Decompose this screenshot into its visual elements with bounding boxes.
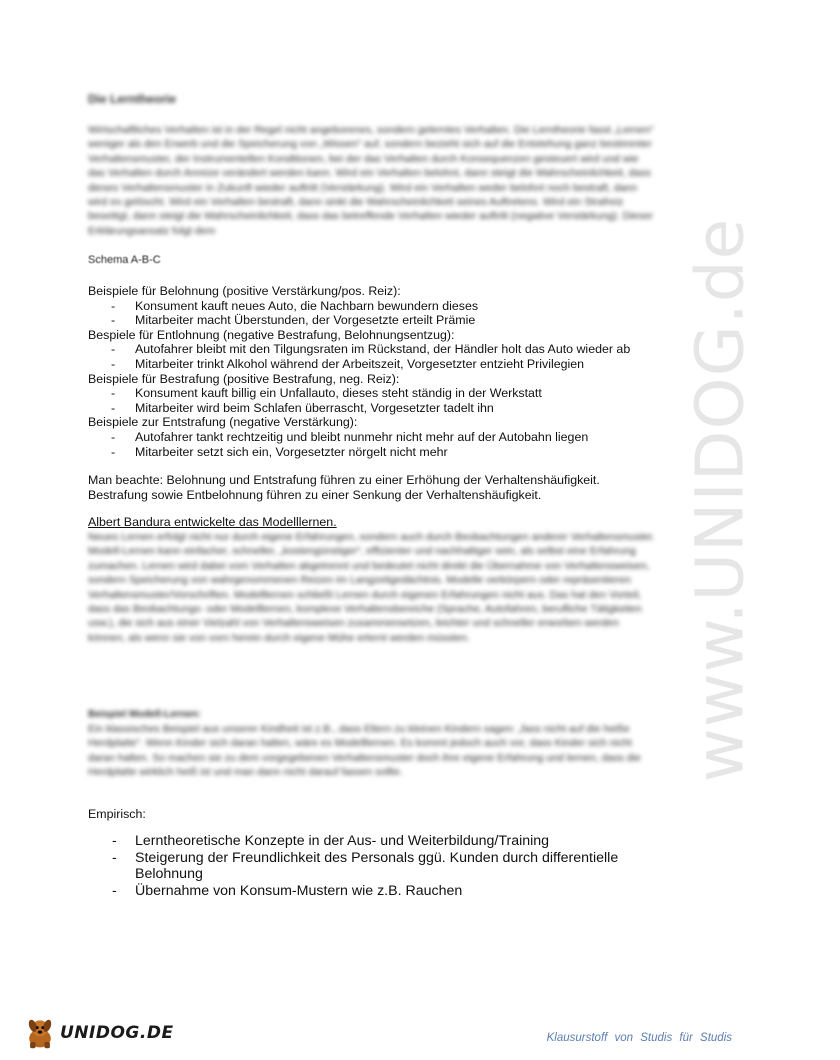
list-item [88, 850, 648, 883]
footer-slogan: Klausurstoff von Studis für Studis [546, 1032, 732, 1044]
blurred-bandura-paragraph: Neues Lernen erfolgt nicht nur durch eigene Erfahrungen, sondern auch durch Beobachtungen anderer Verhaltensmuster. Modell-Lernen kann einfacher, schneller, „kostengünstiger“, effizienter und nachhaltiger sein, als selbst eine Erfahrung zumachen. Lernen wird dabei vom Verhalten abgetrennt und bedeutet nicht direkt die Übernahme von Verhaltensweisen, sondern Speicherung von wahrgenommenen Reizen im Langzeitgedächtnis. Modelle verkörpern oder repräsentieren Verhaltensmuster/Vorschriften. Modelllernen schließt Lernen durch eigenen Erfahrungen nicht aus. Das hat den Vorteil, dass das Beobachtungs- oder Modelllernen, komplexe Verhaltensbereiche (Sprache, Autofahren, berufliche Tätigkeiten usw.), die sich aus einer Vielzahl von Verhaltensweisen zusammensetzen, leichter und schneller erworben werden können, als wenn sie von vorn herein durch eigene Mühe erlernt werden müssten. [88, 531, 655, 644]
list-item [88, 445, 658, 460]
examples-block [88, 284, 658, 502]
bullet-dash: - [111, 386, 116, 401]
bullet-dash: - [111, 429, 116, 444]
list-item [88, 299, 658, 314]
section-entstrafung [88, 415, 658, 459]
list-item [88, 883, 648, 900]
bullet-dash: - [111, 298, 116, 313]
list-item-text: Steigerung der Freundlichkeit des Personals ggü. Kunden durch differentielle Belohnung [135, 849, 619, 882]
list-item-text: Konsument kauft neues Auto, die Nachbarn bewundern dieses [135, 298, 479, 313]
section-heading: Beispiele für Bestrafung (positive Bestrafung, neg. Reiz): [88, 371, 400, 386]
list-item-text: Übernahme von Konsum-Mustern wie z.B. Rauchen [135, 882, 463, 899]
schema-line: Schema A-B-C [88, 254, 161, 266]
section-bestrafung [88, 372, 658, 416]
bullet-dash: - [112, 882, 117, 899]
unidog-logo[interactable] [22, 1015, 174, 1051]
dog-mascot-icon [22, 1015, 58, 1051]
section-heading: Beispiele zur Entstrafung (negative Verstärkung): [88, 415, 358, 430]
list-item-text: Lerntheoretische Konzepte in der Aus- und Weiterbildung/Training [135, 833, 550, 849]
section-entlohnung [88, 328, 658, 372]
section-heading: Bespiele für Entlohnung (negative Bestrafung, Belohnungsentzug): [88, 327, 455, 342]
list-item-text: Mitarbeiter trinkt Alkohol während der Arbeitszeit, Vorgesetzter entzieht Privilegien [135, 356, 585, 371]
note-line-1: Man beachte: Belohnung und Entstrafung führen zu einer Erhöhung der Verhaltenshäufigkeit. [88, 473, 600, 488]
blurred-title: Die Lerntheorie [88, 92, 177, 106]
empirisch-list [88, 833, 648, 899]
list-item [88, 386, 658, 401]
list-item [88, 313, 658, 328]
bullet-dash: - [111, 313, 116, 328]
section-heading: Beispiele für Belohnung (positive Verstärkung/pos. Reiz): [88, 284, 401, 298]
bullet-dash: - [112, 849, 117, 866]
bullet-dash: - [111, 444, 116, 459]
note-line-2: Bestrafung sowie Entbelohnung führen zu einer Senkung der Verhaltenshäufigkeit. [88, 487, 542, 502]
list-item-text: Konsument kauft billig ein Unfallauto, dieses steht ständig in der Werkstatt [135, 386, 542, 401]
blurred-intro-paragraph: Wirtschaftliches Verhalten ist in der Regel nicht angeborenes, sondern gelerntes Verhalten. Die Lerntheorie fasst „Lernen“ weniger als den Erwerb und die Speicherung von „Wissen“ auf, sondern bezieht sich auf die Entstehung ganz bestimmter Verhaltensmuster, der Instrumentellen Konditionen, bei der das Verhalten durch Konsequenzen gesteuert wird und wie das Verhalten durch Anreize verändert werden kann. Wird ein Verhalten belohnt, dann steigt die Wahrscheinlichkeit, dass dieses Verhaltensmuster in Zukunft wieder auftritt (Verstärkung). Wird ein Verhalten weder belohnt noch bestraft, dann wird es gelöscht. Wird ein Verhalten bestraft, dann sinkt die Wahrscheinlichkeit seines Auftretens. Wird ein Strafreiz beseitigt, dann steigt die Wahrscheinlichkeit, dass das betreffende Verhalten wieder auftritt (negative Verstärkung). Dieser Erklärungsansatz folgt dem [88, 124, 654, 237]
bandura-heading: Albert Bandura entwickelte das Modelllernen. [88, 515, 337, 529]
list-item-text: Mitarbeiter setzt sich ein, Vorgesetzter nörgelt nicht mehr [135, 444, 448, 459]
bullet-dash: - [111, 356, 116, 371]
list-item [88, 430, 658, 445]
empirisch-label: Empirisch: [88, 807, 146, 821]
list-item-text: Autofahrer bleibt mit den Tilgungsraten im Rückstand, der Händler holt das Auto wieder ab [135, 342, 631, 357]
list-item-text: Autofahrer tankt rechtzeitig und bleibt nunmehr nicht mehr auf der Autobahn liegen [135, 429, 589, 444]
list-item [88, 401, 658, 416]
section-belohnung [88, 284, 658, 328]
logo-text: UNIDOG.DE [60, 1023, 174, 1043]
watermark-text: www.UNIDOG.de [681, 217, 759, 783]
list-item-text: Mitarbeiter macht Überstunden, der Vorgesetzte erteilt Prämie [135, 313, 476, 328]
list-item [88, 833, 648, 850]
blurred-example-paragraph: Ein klassisches Beispiel aus unserer Kindheit ist z.B., dass Eltern zu kleinen Kindern sagen: „fass nicht auf die heiße Herdplatte“. Wenn Kinder sich daran halten, wäre es Modelllernen. Es kommt jedoch auch vor, dass Kinder sich nicht daran halten. So machen sie zu dem vorgegebenen Verhaltensmuster doch ihre eigene Erfahrung und lernen, dass die Herdplatte wirklich heiß ist und man dann nicht darauf fassen sollte. [88, 723, 641, 779]
list-item-text: Mitarbeiter wird beim Schlafen überrascht, Vorgesetzter tadelt ihn [135, 400, 494, 415]
list-item [88, 342, 658, 357]
list-item [88, 357, 658, 372]
bullet-dash: - [111, 400, 116, 415]
bullet-dash: - [112, 833, 117, 849]
blurred-example-heading: Beispiel Modell-Lernen: [88, 709, 201, 720]
bullet-dash: - [111, 342, 116, 357]
